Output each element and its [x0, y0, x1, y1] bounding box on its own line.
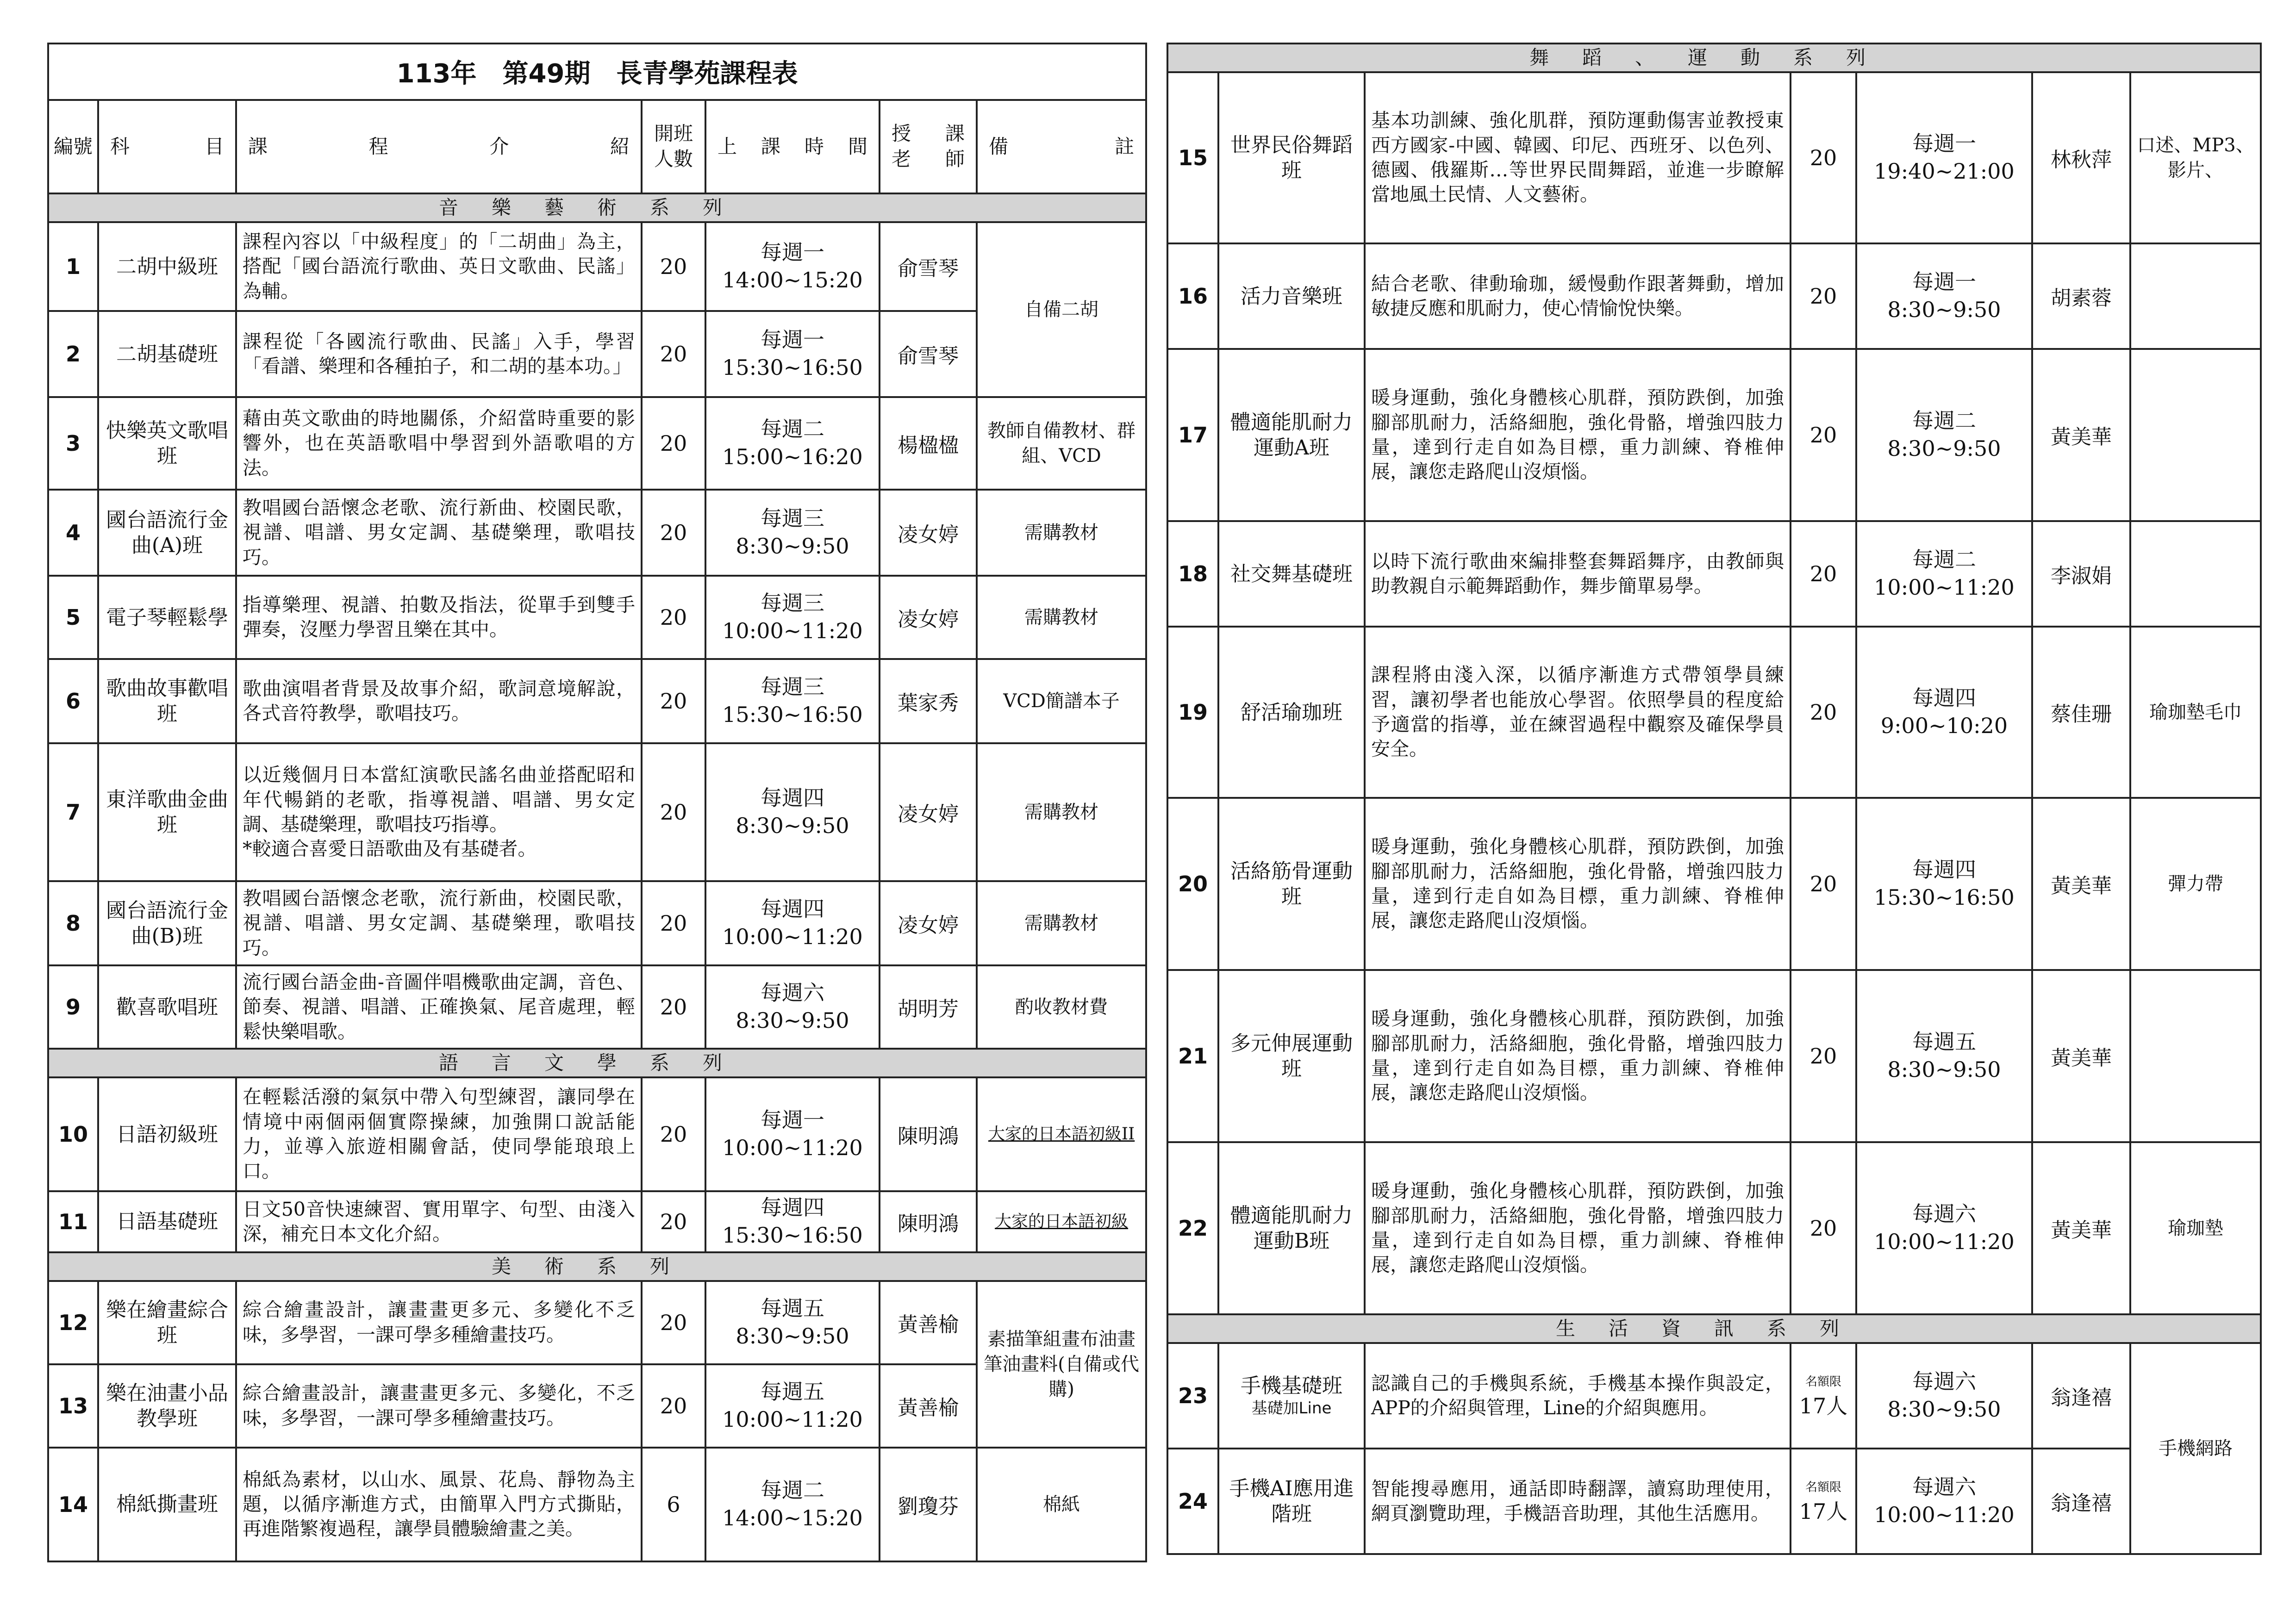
section-music: 音樂藝術系列: [48, 193, 1146, 222]
course-intro: 綜合繪畫設計，讓畫畫更多元、多變化不乏味，多學習，一課可學多種繪畫技巧。: [236, 1281, 642, 1364]
section-art: 美術系列: [48, 1252, 1146, 1281]
course-note: 瑜珈墊: [2130, 1142, 2261, 1314]
course-intro: 教唱國台語懷念老歌、流行新曲、校園民歌，視譜、唱譜、男女定調、基礎樂理，歌唱技巧。: [236, 490, 642, 576]
course-intro: 課程內容以「中級程度」的「二胡曲」為主，搭配「國台語流行歌曲、英日文歌曲、民謠」為輔。: [236, 222, 642, 311]
header-note: 備 註: [977, 100, 1146, 193]
course-time: 每週一 10:00~11:20: [705, 1077, 880, 1191]
course-count: 20: [1791, 970, 1856, 1142]
course-no: 12: [48, 1281, 98, 1364]
header-subject: 科 目: [98, 100, 236, 193]
header-teacher: 授 課 老 師: [880, 100, 977, 193]
course-subject: 多元伸展運動班: [1218, 970, 1365, 1142]
course-subject: 世界民俗舞蹈班: [1218, 72, 1365, 243]
course-subject: 活力音樂班: [1218, 243, 1365, 349]
course-subject: 日語初級班: [98, 1077, 236, 1191]
course-no: 2: [48, 311, 98, 397]
course-count: 20: [1791, 349, 1856, 521]
course-subject: 歌曲故事歡唱班: [98, 659, 236, 743]
table-row: [48, 1448, 1146, 1561]
course-note: [2130, 970, 2261, 1142]
course-no: 8: [48, 881, 98, 965]
header-intro: 課 程 介 紹: [236, 100, 642, 193]
course-no: 9: [48, 965, 98, 1049]
course-count: 20: [642, 222, 705, 311]
table-row: [48, 743, 1146, 881]
course-count: 名額限 17人: [1791, 1343, 1856, 1449]
course-time: 每週三 10:00~11:20: [705, 576, 880, 659]
course-time: 每週五 10:00~11:20: [705, 1364, 880, 1448]
course-teacher: 楊楹楹: [880, 397, 977, 490]
table-row: [1167, 1142, 2261, 1314]
course-no: 3: [48, 397, 98, 490]
course-subject: 手機AI應用進階班: [1218, 1449, 1365, 1554]
course-note: 彈力帶: [2130, 798, 2261, 970]
course-no: 23: [1167, 1343, 1218, 1449]
course-time: 每週四 8:30~9:50: [705, 743, 880, 881]
course-no: 18: [1167, 521, 1218, 627]
course-count: 20: [1791, 798, 1856, 970]
course-note: 需購教材: [977, 881, 1146, 965]
course-count: 20: [1791, 1142, 1856, 1314]
course-intro: 教唱國台語懷念老歌，流行新曲，校園民歌，視譜、唱譜、男女定調、基礎樂理，歌唱技巧。: [236, 881, 642, 965]
course-time: 每週四 9:00~10:20: [1856, 627, 2032, 798]
course-time: 每週三 15:30~16:50: [705, 659, 880, 743]
table-row: [1167, 627, 2261, 798]
course-subject: 樂在繪畫綜合班: [98, 1281, 236, 1364]
course-subject: 國台語流行金曲(B)班: [98, 881, 236, 965]
course-note: VCD簡譜本子: [977, 659, 1146, 743]
course-count: 6: [642, 1448, 705, 1561]
table-row: [48, 1281, 1146, 1364]
course-intro: 課程將由淺入深，以循序漸進方式帶領學員練習，讓初學者也能放心學習。依照學員的程度給予適當的指導，並在練習過程中觀察及確保學員安全。: [1365, 627, 1791, 798]
course-time: 每週六 8:30~9:50: [1856, 1343, 2032, 1449]
course-teacher: 黃美華: [2032, 1142, 2130, 1314]
course-subject: 樂在油畫小品教學班: [98, 1364, 236, 1448]
course-time: 每週二 15:00~16:20: [705, 397, 880, 490]
course-no: 15: [1167, 72, 1218, 243]
header-row: [48, 100, 1146, 193]
course-intro: 歌曲演唱者背景及故事介紹，歌詞意境解說，各式音符教學，歌唱技巧。: [236, 659, 642, 743]
course-teacher: 陳明鴻: [880, 1191, 977, 1252]
course-subject: 舒活瑜珈班: [1218, 627, 1365, 798]
course-count: 20: [642, 397, 705, 490]
table-row: [1167, 1449, 2261, 1554]
section-language: 語言文學系列: [48, 1049, 1146, 1077]
course-time: 每週三 8:30~9:50: [705, 490, 880, 576]
course-subject: 東洋歌曲金曲班: [98, 743, 236, 881]
course-teacher: 凌女婷: [880, 881, 977, 965]
course-note: 自備二胡: [977, 222, 1146, 397]
course-note: 大家的日本語初級II: [977, 1077, 1146, 1191]
course-subject: 社交舞基礎班: [1218, 521, 1365, 627]
course-intro: 結合老歌、律動瑜珈，緩慢動作跟著舞動，增加敏捷反應和肌耐力，使心情愉悅快樂。: [1365, 243, 1791, 349]
course-table-left: [47, 43, 1147, 1562]
course-no: 22: [1167, 1142, 1218, 1314]
course-no: 17: [1167, 349, 1218, 521]
course-time: 每週一 14:00~15:20: [705, 222, 880, 311]
course-teacher: 黃美華: [2032, 798, 2130, 970]
course-time: 每週一 8:30~9:50: [1856, 243, 2032, 349]
course-intro: 認識自己的手機與系統，手機基本操作與設定，APP的介紹與管理，Line的介紹與應用。: [1365, 1343, 1791, 1449]
course-time: 每週六 8:30~9:50: [705, 965, 880, 1049]
course-subject: 體適能肌耐力運動B班: [1218, 1142, 1365, 1314]
course-count: 20: [642, 659, 705, 743]
course-count: 20: [642, 1077, 705, 1191]
course-intro-note: *較適合喜愛日語歌曲及有基礎者。: [243, 838, 537, 860]
course-count: 20: [1791, 243, 1856, 349]
table-row: [48, 222, 1146, 311]
course-count: 20: [642, 965, 705, 1049]
course-teacher: 凌女婷: [880, 490, 977, 576]
course-no: 21: [1167, 970, 1218, 1142]
course-no: 1: [48, 222, 98, 311]
course-subject: 手機基礎班 基礎加Line: [1218, 1343, 1365, 1449]
course-teacher: 黃善榆: [880, 1281, 977, 1364]
course-teacher: 凌女婷: [880, 576, 977, 659]
course-subject: 活絡筋骨運動班: [1218, 798, 1365, 970]
course-count: 20: [1791, 521, 1856, 627]
table-row: [48, 490, 1146, 576]
course-intro: 課程從「各國流行歌曲、民謠」入手，學習「看譜、樂理和各種拍子，和二胡的基本功。」: [236, 311, 642, 397]
table-row: [1167, 243, 2261, 349]
course-intro: 智能搜尋應用，通話即時翻譯，讀寫助理使用，網頁瀏覽助理，手機語音助理，其他生活應用。: [1365, 1449, 1791, 1554]
course-note: [2130, 243, 2261, 349]
course-teacher: 蔡佳珊: [2032, 627, 2130, 798]
course-count: 20: [642, 490, 705, 576]
course-count: 20: [642, 881, 705, 965]
table-row: [1167, 798, 2261, 970]
header-count: 開班人數: [642, 100, 705, 193]
course-no: 16: [1167, 243, 1218, 349]
course-table-right: [1167, 43, 2262, 1555]
table-row: [48, 576, 1146, 659]
table-row: [1167, 521, 2261, 627]
course-intro: 日文50音快速練習、實用單字、句型、由淺入深，補充日本文化介紹。: [236, 1191, 642, 1252]
course-time: 每週五 8:30~9:50: [1856, 970, 2032, 1142]
course-subject: 體適能肌耐力運動A班: [1218, 349, 1365, 521]
course-time: 每週六 10:00~11:20: [1856, 1449, 2032, 1554]
course-subject: 國台語流行金曲(A)班: [98, 490, 236, 576]
course-subject: 二胡中級班: [98, 222, 236, 311]
course-teacher: 黃美華: [2032, 349, 2130, 521]
course-note: 需購教材: [977, 490, 1146, 576]
table-row: [48, 1191, 1146, 1252]
section-dance: 舞蹈、運動系列: [1167, 44, 2261, 72]
table-row: [48, 881, 1146, 965]
course-count: 20: [1791, 627, 1856, 798]
course-subject: 棉紙撕畫班: [98, 1448, 236, 1561]
course-time: 每週二 8:30~9:50: [1856, 349, 2032, 521]
course-note: 酌收教材費: [977, 965, 1146, 1049]
course-note: 瑜珈墊毛巾: [2130, 627, 2261, 798]
course-intro: 指導樂理、視譜、拍數及指法，從單手到雙手彈奏，沒壓力學習且樂在其中。: [236, 576, 642, 659]
table-row: [48, 397, 1146, 490]
course-count: 20: [642, 1281, 705, 1364]
course-subject: 歡喜歌唱班: [98, 965, 236, 1049]
course-intro: 暖身運動，強化身體核心肌群，預防跌倒，加強腳部肌耐力，活絡細胞，強化骨骼，增強四肢力量，達到行走自如為目標，重力訓練、脊椎伸展，讓您走路爬山沒煩惱。: [1365, 1142, 1791, 1314]
table-row: [1167, 349, 2261, 521]
course-time: 每週六 10:00~11:20: [1856, 1142, 2032, 1314]
header-time: 上課時間: [705, 100, 880, 193]
course-time: 每週四 10:00~11:20: [705, 881, 880, 965]
course-intro: 藉由英文歌曲的時地關係，介紹當時重要的影響外，也在英語歌唱中學習到外語歌唱的方法。: [236, 397, 642, 490]
course-count: 20: [642, 311, 705, 397]
course-teacher: 李淑娟: [2032, 521, 2130, 627]
course-teacher: 翁逢禧: [2032, 1449, 2130, 1554]
course-intro: 暖身運動，強化身體核心肌群，預防跌倒，加強腳部肌耐力，活絡細胞，強化骨骼，增強四肢力量，達到行走自如為目標，重力訓練、脊椎伸展，讓您走路爬山沒煩惱。: [1365, 798, 1791, 970]
course-teacher: 劉瓊芬: [880, 1448, 977, 1561]
course-teacher: 凌女婷: [880, 743, 977, 881]
table-row: [48, 1077, 1146, 1191]
table-row: [1167, 970, 2261, 1142]
course-no: 14: [48, 1448, 98, 1561]
course-intro: 棉紙為素材，以山水、風景、花鳥、靜物為主題，以循序漸進方式，由簡單入門方式撕貼，再進階繁複過程，讓學員體驗繪畫之美。: [236, 1448, 642, 1561]
course-count: 20: [642, 743, 705, 881]
page-title: 113年 第49期 長青學苑課程表: [48, 44, 1146, 100]
course-intro: 綜合繪畫設計，讓畫畫更多元、多變化，不乏味，多學習，一課可學多種繪畫技巧。: [236, 1364, 642, 1448]
course-note: [2130, 349, 2261, 521]
course-no: 13: [48, 1364, 98, 1448]
course-subject: 快樂英文歌唱班: [98, 397, 236, 490]
table-row: [1167, 1343, 2261, 1449]
course-teacher: 胡素蓉: [2032, 243, 2130, 349]
course-intro: 暖身運動，強化身體核心肌群，預防跌倒，加強腳部肌耐力，活絡細胞，強化骨骼，增強四肢力量，達到行走自如為目標，重力訓練、脊椎伸展，讓您走路爬山沒煩惱。: [1365, 349, 1791, 521]
course-intro: 基本功訓練、強化肌群，預防運動傷害並教授東西方國家-中國、韓國、印尼、西班牙、以色列、德國、俄羅斯…等世界民間舞蹈，並進一步瞭解當地風土民情、人文藝術。: [1365, 72, 1791, 243]
course-subject: 電子琴輕鬆學: [98, 576, 236, 659]
course-teacher: 俞雪琴: [880, 311, 977, 397]
course-no: 7: [48, 743, 98, 881]
course-no: 5: [48, 576, 98, 659]
course-time: 每週一 19:40~21:00: [1856, 72, 2032, 243]
course-intro: 流行國台語金曲-音圖伴唱機歌曲定調，音色、節奏、視譜、唱譜、正確換氣、尾音處理，輕鬆快樂唱歌。: [236, 965, 642, 1049]
course-count: 名額限 17人: [1791, 1449, 1856, 1554]
course-subject: 二胡基礎班: [98, 311, 236, 397]
course-subject: 日語基礎班: [98, 1191, 236, 1252]
course-no: 20: [1167, 798, 1218, 970]
course-no: 11: [48, 1191, 98, 1252]
table-row: [48, 659, 1146, 743]
course-teacher: 胡明芳: [880, 965, 977, 1049]
course-intro: 以近幾個月日本當紅演歌民謠名曲並搭配昭和年代暢銷的老歌，指導視譜、唱譜、男女定調、基礎樂理，歌唱技巧指導。 *較適合喜愛日語歌曲及有基礎者。: [236, 743, 642, 881]
course-note: 手機網路: [2130, 1343, 2261, 1554]
course-no: 10: [48, 1077, 98, 1191]
course-note: [2130, 521, 2261, 627]
table-row: [1167, 72, 2261, 243]
course-intro: 暖身運動，強化身體核心肌群，預防跌倒，加強腳部肌耐力，活絡細胞，強化骨骼，增強四肢力量，達到行走自如為目標，重力訓練、脊椎伸展，讓您走路爬山沒煩惱。: [1365, 970, 1791, 1142]
course-time: 每週一 15:30~16:50: [705, 311, 880, 397]
course-count: 20: [642, 1191, 705, 1252]
course-no: 19: [1167, 627, 1218, 798]
course-note: 需購教材: [977, 743, 1146, 881]
course-time: 每週五 8:30~9:50: [705, 1281, 880, 1364]
course-intro: 在輕鬆活潑的氣氛中帶入句型練習，讓同學在情境中兩個兩個實際操練，加強開口說話能力，並導入旅遊相關會話，使同學能琅琅上口。: [236, 1077, 642, 1191]
course-time: 每週四 15:30~16:50: [1856, 798, 2032, 970]
course-no: 4: [48, 490, 98, 576]
course-teacher: 林秋萍: [2032, 72, 2130, 243]
course-count: 20: [1791, 72, 1856, 243]
course-intro: 以時下流行歌曲來編排整套舞蹈舞序，由教師與助教親自示範舞蹈動作，舞步簡單易學。: [1365, 521, 1791, 627]
course-teacher: 葉家秀: [880, 659, 977, 743]
course-teacher: 翁逢禧: [2032, 1343, 2130, 1449]
course-no: 6: [48, 659, 98, 743]
course-note: 素描筆組畫布油畫筆油畫料(自備或代購): [977, 1281, 1146, 1448]
header-no: 編號: [48, 100, 98, 193]
course-count: 20: [642, 576, 705, 659]
course-time: 每週二 14:00~15:20: [705, 1448, 880, 1561]
section-life: 生活資訊系列: [1167, 1314, 2261, 1343]
course-time: 每週四 15:30~16:50: [705, 1191, 880, 1252]
course-subject-sub: 基礎加Line: [1251, 1399, 1332, 1418]
table-row: [48, 965, 1146, 1049]
course-note: 大家的日本語初級: [977, 1191, 1146, 1252]
course-count: 20: [642, 1364, 705, 1448]
course-note: 需購教材: [977, 576, 1146, 659]
course-teacher: 俞雪琴: [880, 222, 977, 311]
course-note: 口述、MP3、影片、: [2130, 72, 2261, 243]
course-note: 教師自備教材、群組、VCD: [977, 397, 1146, 490]
course-no: 24: [1167, 1449, 1218, 1554]
course-teacher: 黃善榆: [880, 1364, 977, 1448]
course-note: 棉紙: [977, 1448, 1146, 1561]
course-time: 每週二 10:00~11:20: [1856, 521, 2032, 627]
course-teacher: 黃美華: [2032, 970, 2130, 1142]
course-teacher: 陳明鴻: [880, 1077, 977, 1191]
